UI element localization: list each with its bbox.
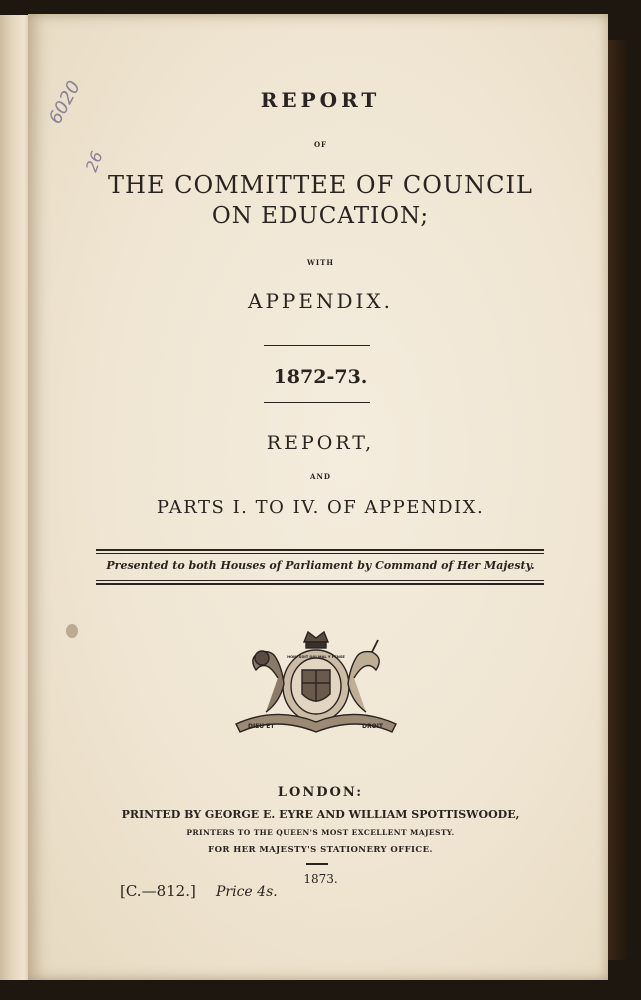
and-text: AND <box>310 472 331 481</box>
imprint-printers-to: PRINTERS TO THE QUEEN'S MOST EXCELLENT MAJESTY. <box>186 828 455 837</box>
parts-heading: PARTS I. TO IV. OF APPENDIX. <box>156 497 485 518</box>
imprint-office: FOR HER MAJESTY'S STATIONERY OFFICE. <box>208 845 433 855</box>
presented-notice: Presented to both Houses of Parliament by Command of Her Majesty. <box>106 559 535 572</box>
presented-rule-bottom-thin <box>96 580 544 581</box>
of-text: OF <box>313 140 328 149</box>
crest-garter-text: HONI SOIT QUI MAL Y PENSE <box>287 655 345 659</box>
report-heading: REPORT <box>260 88 381 112</box>
imprint-year: 1873. <box>303 872 338 886</box>
appendix-heading: APPENDIX. <box>248 289 393 313</box>
command-number: [C.—812.] <box>120 882 196 900</box>
presented-rule-top <box>96 549 544 551</box>
imprint-printed-by: PRINTED BY GEORGE E. EYRE AND WILLIAM SPOTTISWOODE, <box>121 808 520 821</box>
price: Price 4s. <box>216 884 278 900</box>
crest-motto-right: DROIT <box>362 723 384 730</box>
royal-coat-of-arms-icon <box>226 628 406 740</box>
report-subheading: REPORT, <box>266 432 375 454</box>
divider-bottom <box>264 402 370 403</box>
presented-rule-top-thin <box>96 553 544 554</box>
presented-rule-bottom <box>96 583 544 585</box>
handwritten-number: 6020 <box>44 77 85 128</box>
divider-top <box>264 345 370 346</box>
with-text: WITH <box>307 258 334 267</box>
committee-title-line1: THE COMMITTEE OF COUNCIL <box>108 171 533 199</box>
handwritten-note: 26 <box>81 148 107 175</box>
foxing-spot <box>66 624 78 638</box>
imprint-divider <box>306 863 328 865</box>
report-year: 1872-73. <box>273 366 368 388</box>
crest-motto-left: DIEU ET <box>248 723 275 730</box>
imprint-city: LONDON: <box>277 785 364 800</box>
committee-title-line2: ON EDUCATION; <box>211 203 430 229</box>
